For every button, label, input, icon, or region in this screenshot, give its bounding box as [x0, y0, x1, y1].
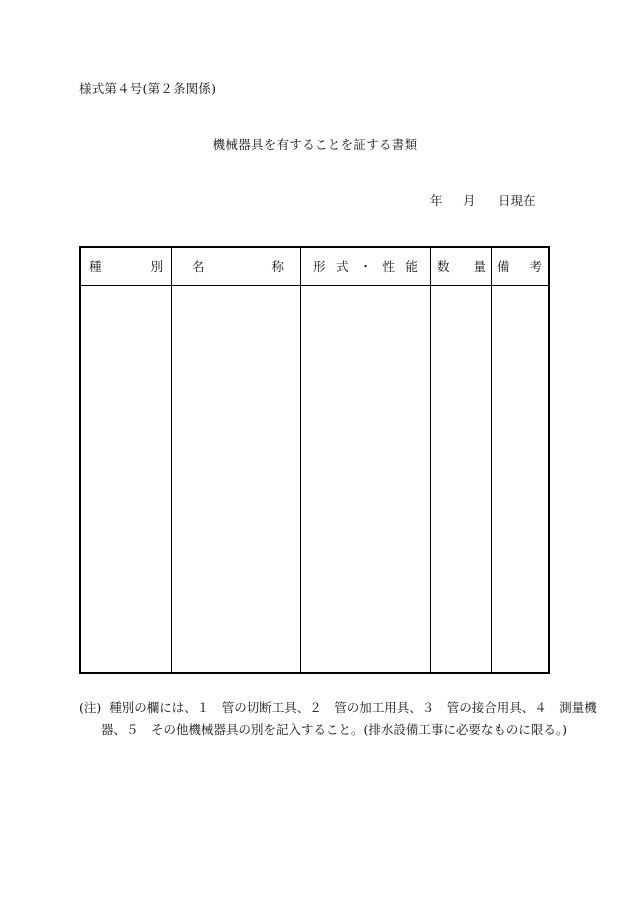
- header-model-char-2: 式: [336, 259, 349, 274]
- document-title: 機械器具を有することを証する書類: [212, 137, 418, 152]
- footnote-text-1: 種別の欄には、１ 管の切断工具、２ 管の加工用具、３ 管の接合用具、４ 測量機: [109, 700, 597, 715]
- date-as-of-label: 日現在: [498, 193, 536, 208]
- header-model-char-1: 形: [313, 259, 326, 274]
- footnote-line-2: 器、５ その他機械器具の別を記入すること。(排水設備工事に必要なものに限る。): [101, 722, 568, 737]
- header-type: [81, 248, 171, 285]
- header-quantity: [431, 248, 491, 285]
- header-type-char-2: 別: [150, 259, 163, 274]
- header-name: [172, 248, 300, 285]
- header-model-char-3: ・: [359, 259, 372, 274]
- date-month-label: 月: [463, 193, 476, 208]
- header-remarks-char-1: 備: [497, 259, 510, 274]
- header-remarks-char-2: 考: [529, 259, 542, 274]
- header-model-char-5: 能: [405, 259, 418, 274]
- column-divider: [171, 248, 172, 672]
- header-model-char-4: 性: [382, 259, 395, 274]
- date-year-label: 年: [430, 193, 443, 208]
- table-header-row: [81, 248, 548, 286]
- table-body: [81, 286, 548, 672]
- header-model-performance: [301, 248, 430, 285]
- footnote-line-1: [79, 697, 597, 719]
- header-quantity-char-1: 数: [437, 259, 450, 274]
- equipment-table: [79, 246, 550, 674]
- header-quantity-char-2: 量: [473, 259, 486, 274]
- header-name-char-1: 名: [192, 259, 205, 274]
- header-name-char-2: 称: [271, 259, 284, 274]
- column-divider: [430, 248, 431, 672]
- date-line: [426, 191, 538, 209]
- form-number: 様式第４号(第２条関係): [79, 81, 217, 96]
- column-divider: [300, 248, 301, 672]
- column-divider: [491, 248, 492, 672]
- header-remarks: [492, 248, 548, 285]
- header-type-char-1: 種: [89, 259, 102, 274]
- footnote: [79, 697, 597, 741]
- footnote-label: (注): [79, 700, 102, 715]
